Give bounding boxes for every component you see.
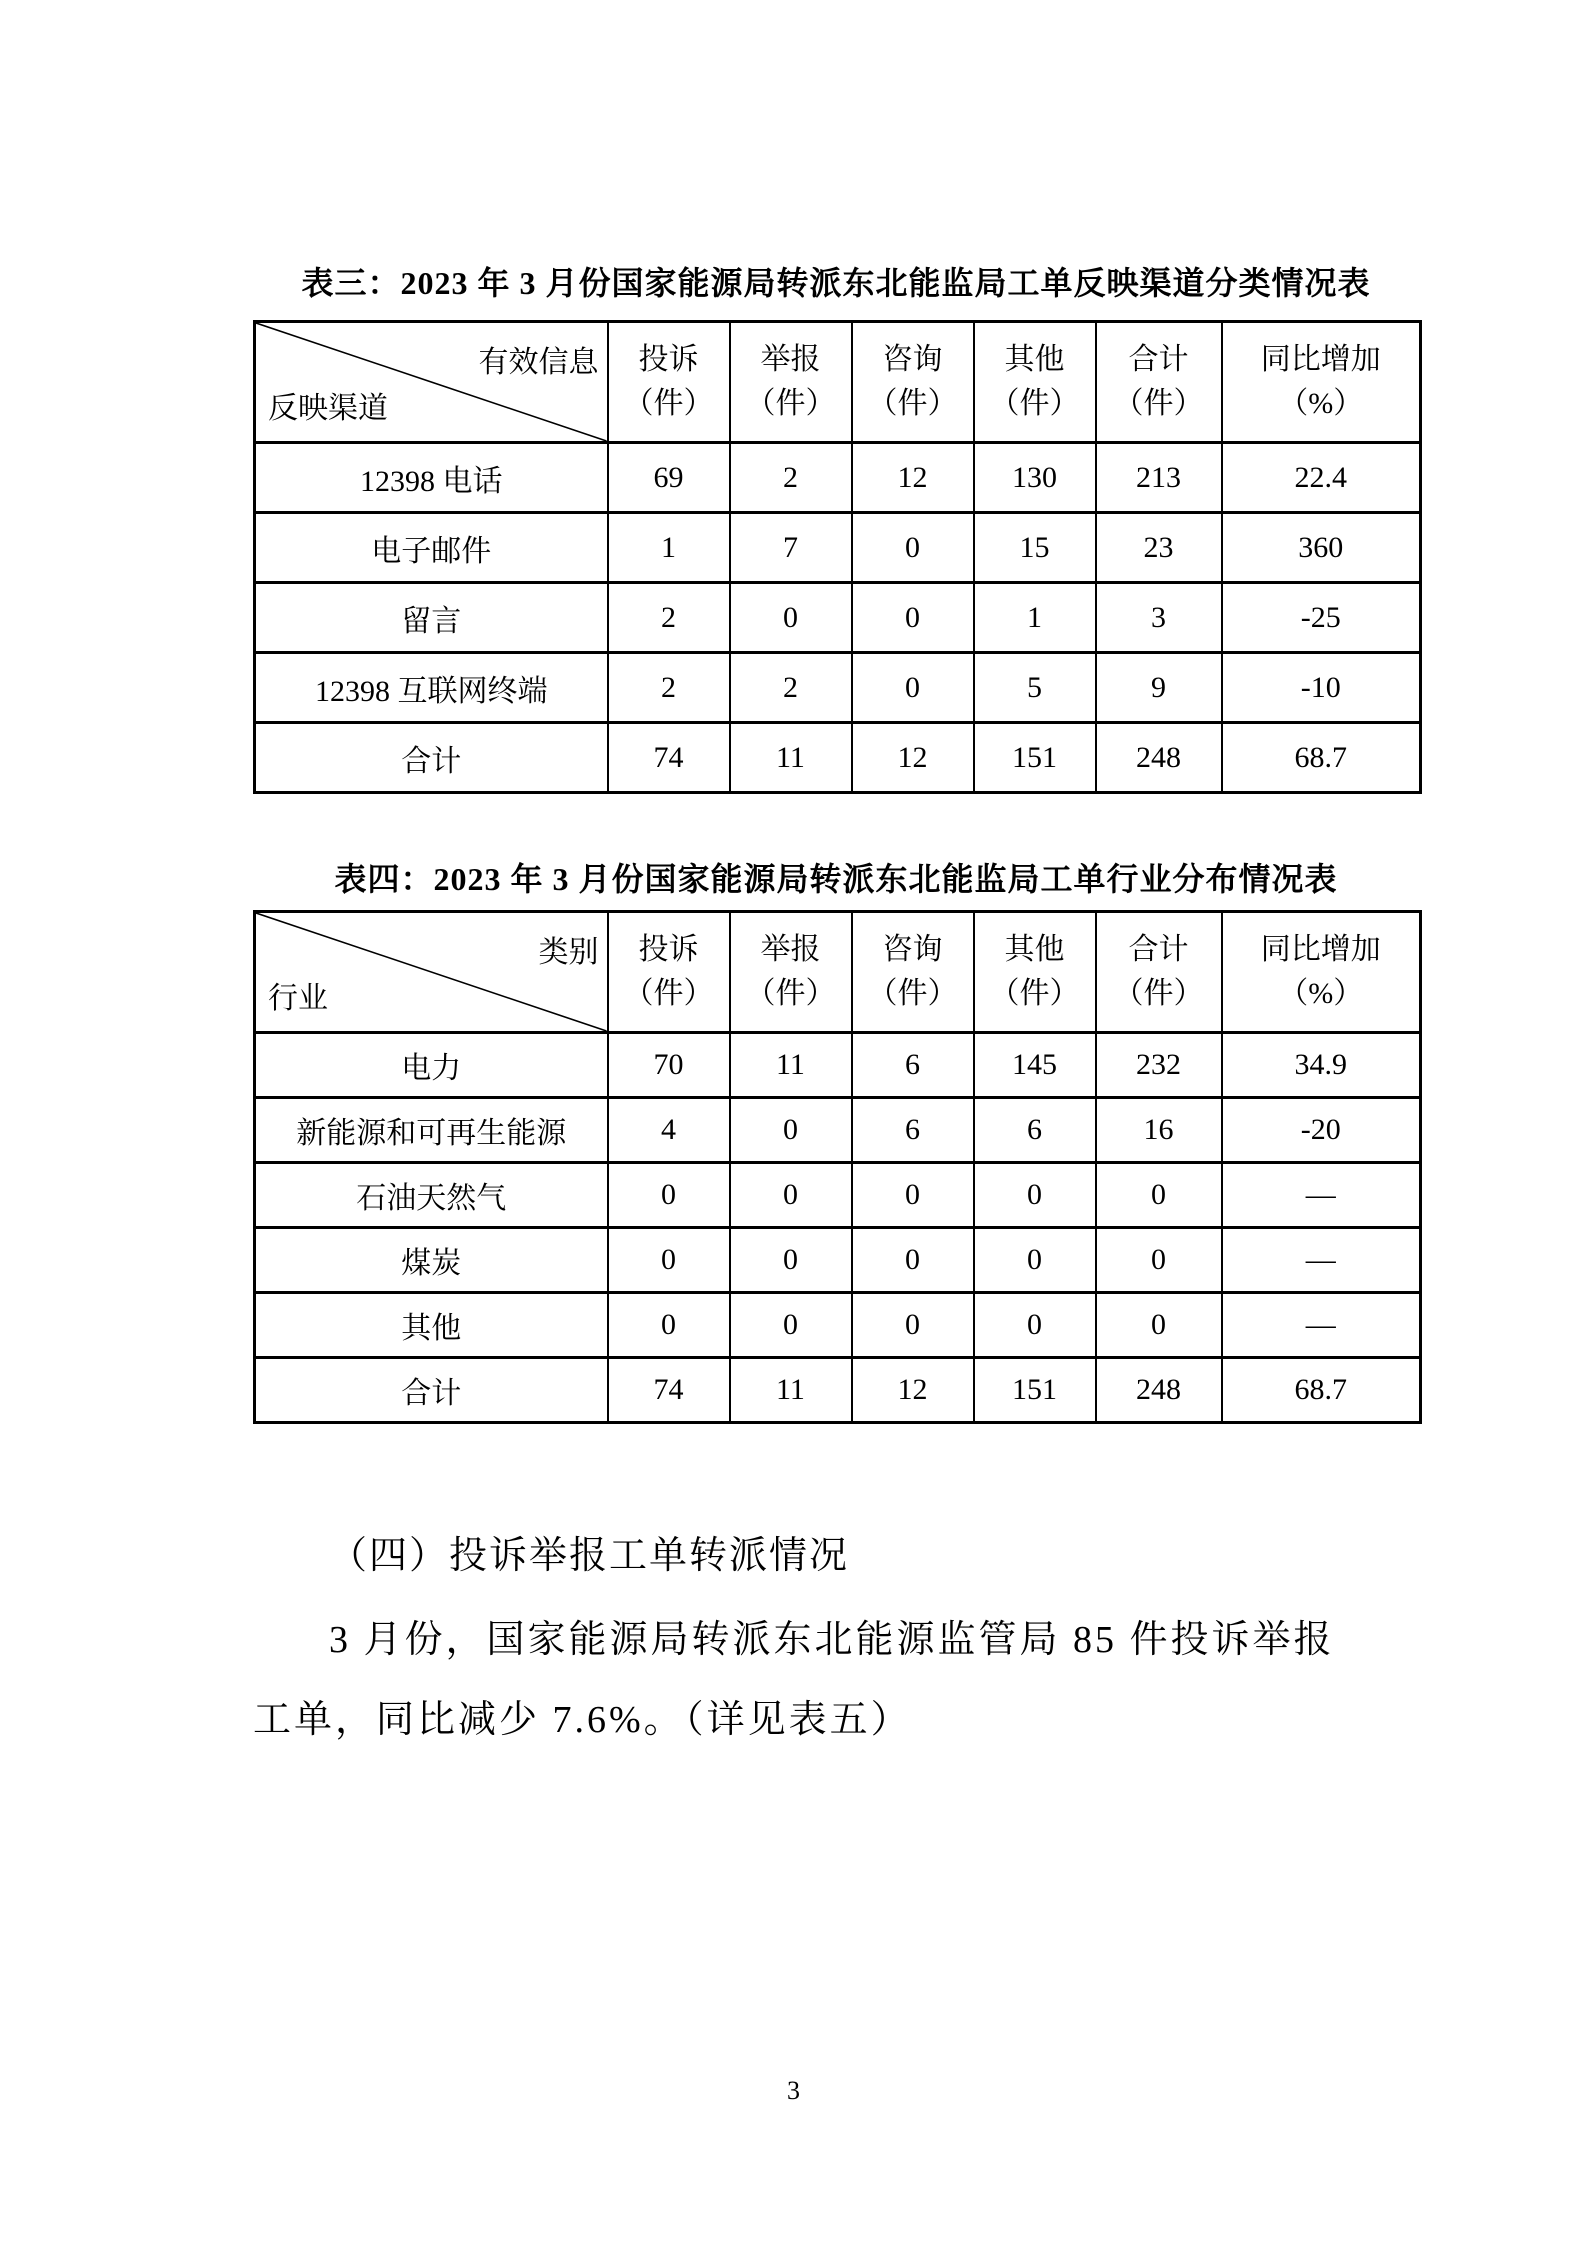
row-label: 电子邮件 (255, 513, 608, 583)
row-label: 电力 (255, 1033, 608, 1098)
col-header-line: （件） (867, 387, 958, 420)
table-row (255, 1228, 1421, 1293)
col-header (974, 322, 1096, 443)
cell-value: 0 (1096, 1228, 1222, 1293)
cell-value: — (1222, 1228, 1421, 1293)
row-label: 煤炭 (255, 1228, 608, 1293)
cell-value: 1 (974, 583, 1096, 653)
cell-value: 11 (730, 1358, 852, 1423)
row-label: 合计 (255, 1358, 608, 1423)
table-row (255, 513, 1421, 583)
col-header-line: （件） (745, 977, 836, 1010)
cell-value: 0 (974, 1293, 1096, 1358)
col-header-line: 咨询 (882, 343, 943, 376)
col-header-line: 同比增加 (1260, 933, 1381, 966)
cell-value: 0 (1096, 1293, 1222, 1358)
col-header (1222, 322, 1421, 443)
table4-corner-cell (255, 912, 608, 1033)
col-header-line: 合计 (1128, 343, 1189, 376)
table-row (255, 583, 1421, 653)
cell-value: 0 (608, 1293, 730, 1358)
cell-value: — (1222, 1293, 1421, 1358)
cell-value: 16 (1096, 1098, 1222, 1163)
cell-value: 130 (974, 443, 1096, 513)
cell-value: 4 (608, 1098, 730, 1163)
row-label: 合计 (255, 723, 608, 793)
col-header-line: （%） (1278, 387, 1364, 420)
table-row (255, 1163, 1421, 1228)
cell-value: 0 (730, 583, 852, 653)
cell-value: 15 (974, 513, 1096, 583)
cell-value: 7 (730, 513, 852, 583)
col-header-line: 咨询 (882, 933, 943, 966)
col-header (1096, 912, 1222, 1033)
cell-value: 0 (608, 1228, 730, 1293)
col-header (1096, 322, 1222, 443)
cell-value: 6 (852, 1033, 974, 1098)
table-row (255, 1358, 1421, 1423)
row-label: 12398 互联网终端 (255, 653, 608, 723)
cell-value: 74 (608, 723, 730, 793)
body-text-line: 3 月份，国家能源局转派东北能源监管局 85 件投诉举报 (329, 1619, 1335, 1661)
cell-value: 69 (608, 443, 730, 513)
col-header (974, 912, 1096, 1033)
cell-value: 70 (608, 1033, 730, 1098)
cell-value: 0 (852, 1163, 974, 1228)
cell-value: 2 (608, 653, 730, 723)
col-header-line: （件） (623, 977, 714, 1010)
table-row (255, 723, 1421, 793)
cell-value: 0 (1096, 1163, 1222, 1228)
table4-title: 表四：2023 年 3 月份国家能源局转派东北能监局工单行业分布情况表 (334, 861, 1338, 897)
cell-value: 2 (608, 583, 730, 653)
corner-label-top: 有效信息 (478, 346, 599, 379)
row-label: 其他 (255, 1293, 608, 1358)
cell-value: 11 (730, 723, 852, 793)
cell-value: 248 (1096, 1358, 1222, 1423)
col-header-line: 其他 (1004, 933, 1065, 966)
cell-value: 6 (852, 1098, 974, 1163)
cell-value: 145 (974, 1033, 1096, 1098)
table-row (255, 653, 1421, 723)
table4-industry-distribution (253, 910, 1422, 1424)
cell-value: 12 (852, 1358, 974, 1423)
corner-label-bottom: 反映渠道 (268, 392, 388, 425)
cell-value: 9 (1096, 653, 1222, 723)
table3-title: 表三：2023 年 3 月份国家能源局转派东北能监局工单反映渠道分类情况表 (301, 265, 1371, 301)
cell-value: 74 (608, 1358, 730, 1423)
col-header-line: （件） (623, 387, 714, 420)
cell-value: 0 (608, 1163, 730, 1228)
cell-value: 0 (730, 1293, 852, 1358)
table-row (255, 443, 1421, 513)
col-header-line: 投诉 (638, 343, 699, 376)
cell-value: 68.7 (1222, 723, 1421, 793)
cell-value: -20 (1222, 1098, 1421, 1163)
cell-value: -25 (1222, 583, 1421, 653)
cell-value: 2 (730, 443, 852, 513)
col-header (730, 912, 852, 1033)
cell-value: 151 (974, 723, 1096, 793)
col-header-line: （件） (1113, 977, 1204, 1010)
cell-value: 0 (730, 1228, 852, 1293)
table3-header-row (255, 322, 1421, 443)
table3-corner-cell (255, 322, 608, 443)
table-row (255, 1293, 1421, 1358)
col-header-line: （件） (989, 387, 1080, 420)
col-header (608, 912, 730, 1033)
col-header-line: （件） (989, 977, 1080, 1010)
cell-value: 6 (974, 1098, 1096, 1163)
row-label: 留言 (255, 583, 608, 653)
cell-value: 232 (1096, 1033, 1222, 1098)
col-header-line: 合计 (1128, 933, 1189, 966)
col-header (1222, 912, 1421, 1033)
cell-value: 3 (1096, 583, 1222, 653)
row-label: 12398 电话 (255, 443, 608, 513)
table3-channel-classification (253, 320, 1422, 794)
table4-header-row (255, 912, 1421, 1033)
section-heading: （四）投诉举报工单转派情况 (329, 1535, 850, 1577)
cell-value: 0 (852, 513, 974, 583)
cell-value: 0 (730, 1098, 852, 1163)
body-text-line: 工单，同比减少 7.6%。（详见表五） (253, 1699, 912, 1741)
col-header-line: （件） (1113, 387, 1204, 420)
cell-value: 360 (1222, 513, 1421, 583)
page-number: 3 (787, 2076, 800, 2105)
corner-label-bottom: 行业 (268, 982, 328, 1015)
cell-value: 12 (852, 443, 974, 513)
col-header-line: 举报 (760, 343, 821, 376)
col-header-line: （件） (745, 387, 836, 420)
table-row (255, 1033, 1421, 1098)
cell-value: 23 (1096, 513, 1222, 583)
col-header-line: （件） (867, 977, 958, 1010)
cell-value: 5 (974, 653, 1096, 723)
cell-value: 0 (852, 1228, 974, 1293)
cell-value: 0 (974, 1228, 1096, 1293)
cell-value: 1 (608, 513, 730, 583)
col-header-line: 举报 (760, 933, 821, 966)
cell-value: 0 (852, 1293, 974, 1358)
cell-value: 2 (730, 653, 852, 723)
col-header-line: 其他 (1004, 343, 1065, 376)
cell-value: 248 (1096, 723, 1222, 793)
cell-value: 11 (730, 1033, 852, 1098)
cell-value: 0 (730, 1163, 852, 1228)
col-header (852, 322, 974, 443)
cell-value: 0 (852, 653, 974, 723)
col-header-line: （%） (1278, 977, 1364, 1010)
col-header (852, 912, 974, 1033)
cell-value: 151 (974, 1358, 1096, 1423)
row-label: 新能源和可再生能源 (255, 1098, 608, 1163)
row-label: 石油天然气 (255, 1163, 608, 1228)
col-header-line: 同比增加 (1260, 343, 1381, 376)
table-row (255, 1098, 1421, 1163)
cell-value: — (1222, 1163, 1421, 1228)
col-header (730, 322, 852, 443)
corner-label-top: 类别 (538, 936, 599, 969)
cell-value: 68.7 (1222, 1358, 1421, 1423)
cell-value: 0 (852, 583, 974, 653)
col-header (608, 322, 730, 443)
col-header-line: 投诉 (638, 933, 699, 966)
cell-value: -10 (1222, 653, 1421, 723)
cell-value: 22.4 (1222, 443, 1421, 513)
cell-value: 0 (974, 1163, 1096, 1228)
cell-value: 34.9 (1222, 1033, 1421, 1098)
cell-value: 12 (852, 723, 974, 793)
cell-value: 213 (1096, 443, 1222, 513)
